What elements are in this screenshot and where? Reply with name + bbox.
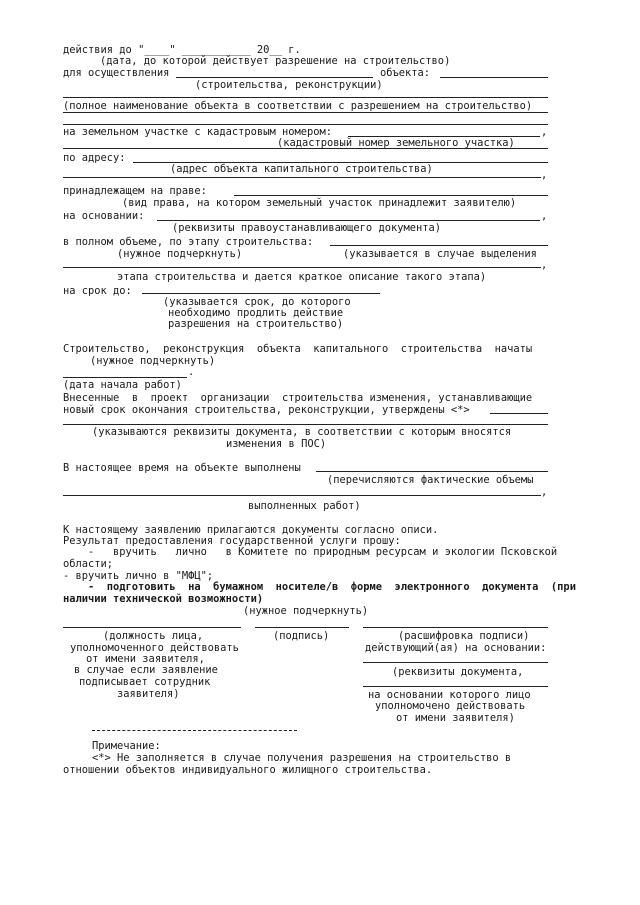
option-mfc: - вручить лично в "МФЦ"; <box>63 570 214 582</box>
option-committee-cont: области; <box>63 558 114 570</box>
position-caption-3: от имени заявителя, <box>86 653 205 665</box>
start-date-caption: (дата начала работ) <box>63 379 182 391</box>
purpose-caption: (строительства, реконструкции) <box>195 79 383 91</box>
object-field-line[interactable] <box>440 77 548 78</box>
note-text-1: <*> Не заполняется в случае получения разрешения на строительство в <box>92 752 512 764</box>
completed-work-field-line[interactable] <box>316 471 548 472</box>
basis-field-line[interactable] <box>157 220 540 221</box>
pos-line-2[interactable] <box>63 424 548 425</box>
term-caption-1: (указывается срок, до которого <box>163 296 351 308</box>
basis-caption: (реквизиты правоустанавливающего документа) <box>172 222 441 234</box>
start-date-period: . <box>188 366 195 378</box>
acting-basis-caption-3: уполномочено действовать <box>375 700 526 712</box>
address-line-2[interactable] <box>63 177 541 178</box>
cadastral-caption: (кадастровый номер земельного участка) <box>277 137 515 149</box>
option-committee: - вручить лично в Комитете по природным ресурсам и экологии Псковской <box>88 546 558 558</box>
construction-underline-caption: (нужное подчеркнуть) <box>90 355 216 367</box>
cadastral-label: на земельном участке с кадастровым номером: <box>63 126 332 138</box>
object-name-line-1[interactable] <box>63 97 548 98</box>
address-comma: , <box>541 169 548 181</box>
attachments-text: К настоящему заявлению прилагаются документы согласно описи. <box>63 524 439 536</box>
signature-caption: (подпись) <box>273 630 330 642</box>
acting-basis-caption-4: от имени заявителя) <box>396 712 515 724</box>
position-field-line[interactable] <box>63 627 241 628</box>
object-name-caption: (полное наименование объекта в соответствии с разрешением на строительство) <box>63 100 533 112</box>
address-label: по адресу: <box>63 152 126 164</box>
completed-work-label: В настоящее время на объекте выполнены <box>63 462 301 474</box>
stage-comma: , <box>541 259 548 271</box>
position-caption-4: в случае если заявление <box>74 664 218 676</box>
result-request-text: Результат предоставления государственной услуги прошу: <box>63 535 401 547</box>
pos-caption-1: (указываются реквизиты документа, в соответствии с которым вносятся <box>92 426 512 438</box>
stage-label: в полном объеме, по этапу строительства: <box>63 236 314 248</box>
acting-basis-caption-2: на основании которого лицо <box>368 689 531 701</box>
object-label: объекта: <box>380 67 431 79</box>
pos-caption-2: изменения в ПОС) <box>226 438 327 450</box>
note-title: Примечание: <box>92 740 161 752</box>
acting-basis-field-line[interactable] <box>363 662 548 663</box>
cadastral-line-2[interactable] <box>63 148 548 149</box>
completed-work-caption: (перечисляются фактические объемы <box>327 474 534 486</box>
ownership-field-line[interactable] <box>234 195 548 196</box>
acting-basis-field-line-2[interactable] <box>363 686 548 687</box>
completed-work-line-2[interactable] <box>63 495 541 496</box>
pos-field-line[interactable] <box>490 413 548 414</box>
address-caption: (адрес объекта капитального строительства) <box>170 163 433 175</box>
stage-field-line[interactable] <box>330 245 548 246</box>
completed-work-comma: , <box>541 486 548 498</box>
note-text-2: отношении объектов индивидуального жилищного строительства. <box>63 764 433 776</box>
acting-basis-caption-1: (реквизиты документа, <box>392 666 524 678</box>
basis-label: на основании: <box>63 210 145 222</box>
term-caption-2: необходимо продлить действие <box>168 307 344 319</box>
stage-caption-2: этапа строительства и дается краткое описание такого этапа) <box>117 271 487 283</box>
stage-underline-caption: (нужное подчеркнуть) <box>117 248 243 260</box>
term-caption-3: разрешения на строительство) <box>168 318 344 330</box>
signature-field-line[interactable] <box>255 627 349 628</box>
purpose-label: для осуществления <box>63 67 170 79</box>
option-underline-caption: (нужное подчеркнуть) <box>243 605 369 617</box>
position-caption-6: заявителя) <box>117 688 180 700</box>
option-prepare-cont: наличии технической возможности) <box>63 593 264 605</box>
position-caption-1: (должность лица, <box>103 630 204 642</box>
construction-started-text: Строительство, реконструкция объекта капитального строительства начаты <box>63 343 533 355</box>
basis-comma: , <box>541 210 548 222</box>
object-name-line-2[interactable] <box>63 112 548 113</box>
stage-caption: (указывается в случае выделения <box>343 248 537 260</box>
term-label: на срок до: <box>63 285 132 297</box>
option-prepare: - подготовить на бумажном носителе/в форме электронного документа (при <box>88 581 576 593</box>
purpose-field-line[interactable] <box>176 77 373 78</box>
object-name-line-3[interactable] <box>63 124 548 125</box>
validity-date-line: действия до "____" ___________ 20__ г. <box>63 44 301 56</box>
acting-basis-label: действующий(ая) на основании: <box>365 642 547 654</box>
validity-date-caption: (дата, до которой действует разрешение на строительство) <box>100 55 451 67</box>
pos-changes-text: Внесенные в проект организации строительства изменения, устанавливающие <box>63 392 533 404</box>
start-date-field-line[interactable] <box>63 377 187 378</box>
ownership-caption: (вид права, на котором земельный участок принадлежит заявителю) <box>122 197 517 209</box>
ownership-label: принадлежащем на праве: <box>63 185 207 197</box>
pos-approved-text: новый срок окончания строительства, реконструкции, утверждены <*> <box>63 404 470 416</box>
term-field-line[interactable] <box>142 293 380 294</box>
cadastral-comma: , <box>541 126 548 138</box>
note-separator <box>92 730 297 731</box>
position-caption-5: подписывает сотрудник <box>79 676 211 688</box>
completed-work-caption-2: выполненных работ) <box>248 500 361 512</box>
signature-transcript-caption: (расшифровка подписи) <box>398 630 530 642</box>
signature-transcript-field-line[interactable] <box>363 627 548 628</box>
stage-line-2[interactable] <box>63 267 541 268</box>
position-caption-2: уполномоченного действовать <box>70 642 239 654</box>
